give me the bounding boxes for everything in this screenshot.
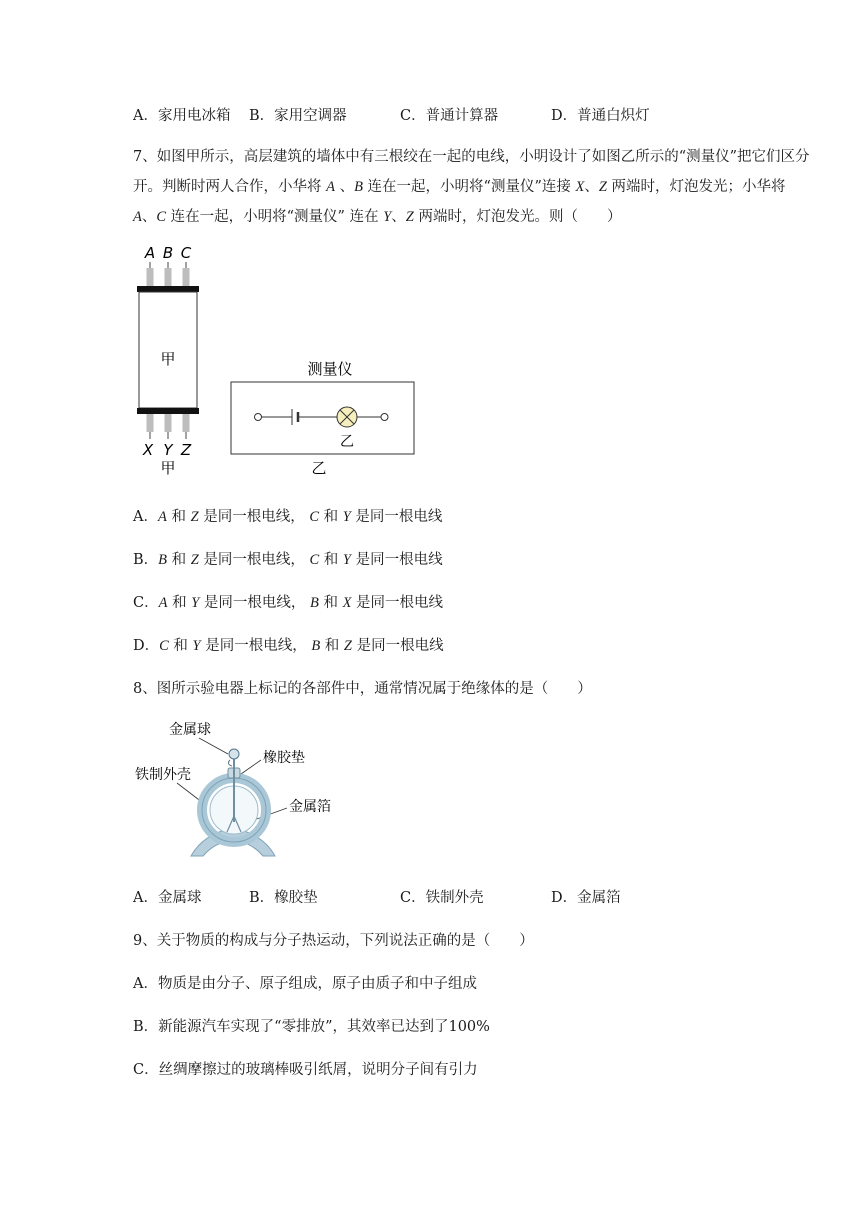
label-b: B	[162, 244, 174, 262]
meter-title: 测量仪	[307, 360, 353, 378]
q7-option-c: C．A 和 Y 是同一根电线， B 和 X 是同一根电线	[133, 595, 444, 611]
meter-inner-label: 乙	[340, 434, 354, 450]
box-label-jia: 甲	[160, 350, 176, 368]
q6-option-d: D．普通白炽灯	[551, 108, 650, 124]
q7-question-text: 7、如图甲所示，高层建筑的墙体中有三根绞在一起的电线，小明设计了如图乙所示的“测量仪”把它们区分开。判断时两人合作，小华将 A 、B 连在一起，小明将“测量仪”连接 X、Z 两端时，灯泡发光；小华将 A、C 连在一起，小明将“测量仪” 连在 Y、Z 两端时，灯泡发光。则（ ）	[133, 149, 810, 225]
caption-jia: 甲	[160, 459, 176, 477]
label-metal-foil: 金属箔	[289, 799, 331, 815]
label-y: Y	[163, 441, 173, 459]
label-z: Z	[180, 441, 192, 459]
q8-question-text: 8、图所示验电器上标记的各部件中，通常情况属于绝缘体的是（ ）	[133, 681, 592, 697]
label-rubber-pad: 橡胶垫	[263, 750, 305, 766]
q9-option-a: A．物质是由分子、原子组成，原子由质子和中子组成	[133, 976, 477, 992]
q7-option-a: A．A 和 Z 是同一根电线， C 和 Y 是同一根电线	[133, 509, 443, 525]
label-c: C	[180, 244, 192, 262]
lamp-icon	[337, 407, 357, 427]
q6-option-c: C．普通计算器	[400, 108, 499, 124]
label-x: X	[142, 441, 154, 459]
q8-option-d: D．金属箔	[551, 890, 621, 906]
q8-option-a: A．金属球	[133, 890, 202, 906]
q7-option-d: D．C 和 Y 是同一根电线， B 和 Z 是同一根电线	[133, 638, 444, 654]
metal-ball	[229, 749, 239, 759]
label-a: A	[144, 244, 156, 262]
label-metal-ball: 金属球	[169, 722, 211, 738]
q6-option-b: B．家用空调器	[249, 108, 347, 124]
q9-option-b: B．新能源汽车实现了“零排放”，其效率已达到了100%	[133, 1019, 490, 1035]
q9-option-c: C．丝绸摩擦过的玻璃棒吸引纸屑，说明分子间有引力	[133, 1062, 478, 1078]
caption-yi: 乙	[311, 459, 327, 477]
label-iron-shell: 铁制外壳	[135, 767, 191, 783]
q6-option-a: A．家用电冰箱	[133, 108, 231, 124]
q8-option-b: B．橡胶垫	[249, 890, 318, 906]
q7-option-b: B．B 和 Z 是同一根电线， C 和 Y 是同一根电线	[133, 552, 443, 568]
q9-question-text: 9、关于物质的构成与分子热运动，下列说法正确的是（ ）	[133, 933, 534, 949]
q8-option-c: C．铁制外壳	[400, 890, 484, 906]
q8-electroscope-figure	[133, 716, 348, 864]
q7-figure	[130, 238, 420, 480]
